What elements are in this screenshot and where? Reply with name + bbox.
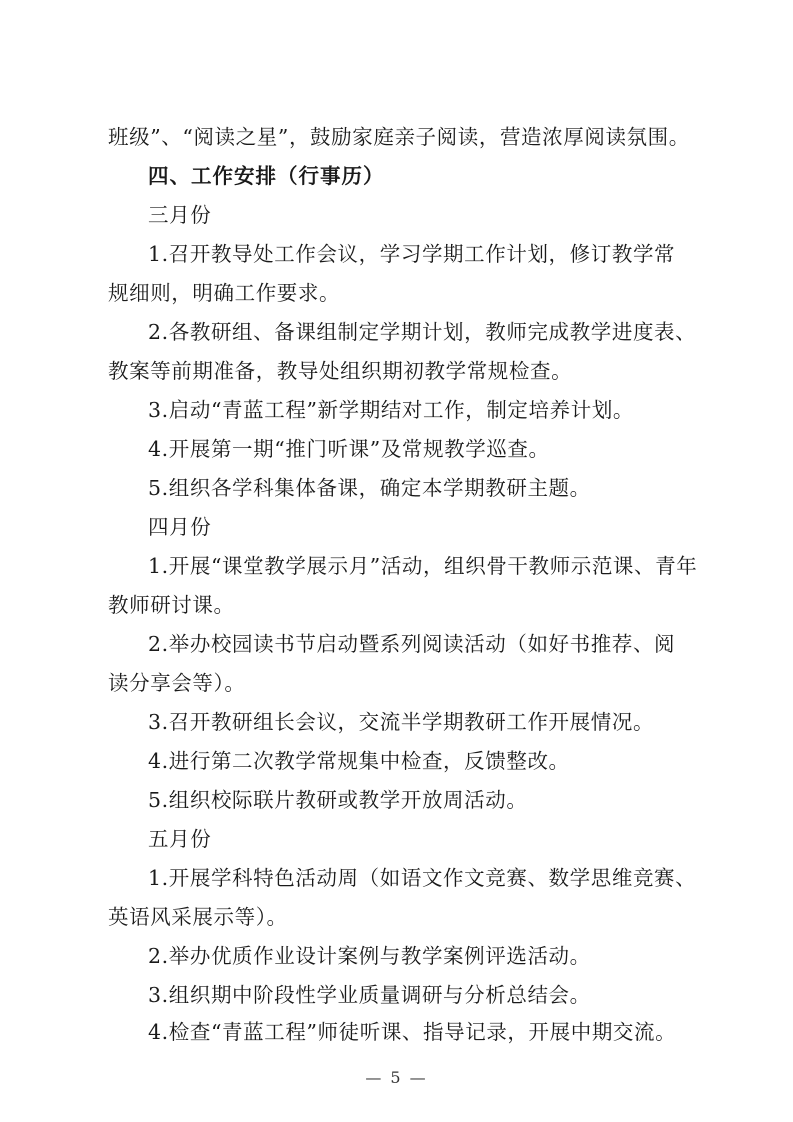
list-item-text: 读分享会等）。	[108, 671, 246, 695]
list-item-text: 教师研讨课。	[108, 593, 235, 617]
list-item-text: 2.举办优质作业设计案例与教学案例评选活动。	[148, 944, 591, 968]
list-item-text: 1.开展学科特色活动周（如语文作文竞赛、数学思维竞赛、	[148, 866, 697, 890]
list-item-text: 4.检查“青蓝工程”师徒听课、指导记录，开展中期交流。	[148, 1020, 677, 1044]
month-heading-march: 三月份	[148, 203, 212, 227]
month-heading-april: 四月份	[148, 515, 212, 539]
list-item-text: 5.组织校际联片教研或教学开放周活动。	[148, 788, 528, 812]
paragraph-continuation: 班级”、“阅读之星”，鼓励家庭亲子阅读，营造浓厚阅读氛围。	[108, 125, 690, 149]
list-item-text: 规细则，明确工作要求。	[108, 281, 341, 305]
list-item-text: 3.召开教研组长会议，交流半学期教研工作开展情况。	[148, 710, 655, 734]
list-item-text: 1.召开教导处工作会议，学习学期工作计划，修订教学常	[148, 242, 676, 266]
list-item-text: 4.开展第一期“推门听课”及常规教学巡查。	[148, 437, 550, 461]
section-heading: 四、工作安排（行事历）	[148, 164, 385, 188]
list-item-text: 教案等前期准备，教导处组织期初教学常规检查。	[108, 359, 573, 383]
month-heading-may: 五月份	[148, 827, 212, 851]
list-item-text: 2.举办校园读书节启动暨系列阅读活动（如好书推荐、阅	[148, 632, 676, 656]
list-item-text: 英语风采展示等）。	[108, 905, 288, 929]
list-item-text: 3.组织期中阶段性学业质量调研与分析总结会。	[148, 983, 591, 1007]
list-item-text: 1.开展“课堂教学展示月”活动，组织骨干教师示范课、青年	[148, 554, 698, 578]
list-item-text: 5.组织各学科集体备课，确定本学期教研主题。	[148, 476, 591, 500]
page-number: — 5 —	[365, 1068, 428, 1087]
list-item-text: 2.各教研组、备课组制定学期计划，教师完成教学进度表、	[148, 320, 697, 344]
list-item-text: 4.进行第二次教学常规集中检查，反馈整改。	[148, 749, 570, 773]
list-item-text: 3.启动“青蓝工程”新学期结对工作，制定培养计划。	[148, 398, 635, 422]
